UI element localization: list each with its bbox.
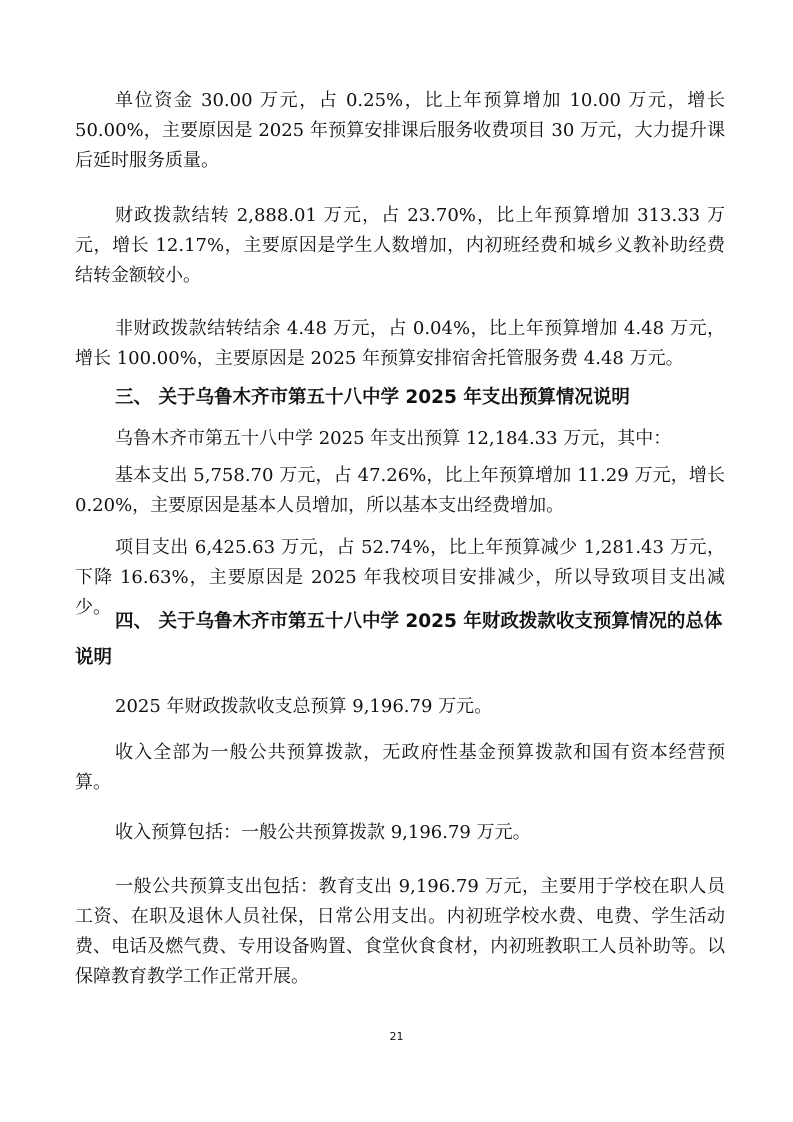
paragraph-expenditure-total: 乌鲁木齐市第五十八中学 2025 年支出预算 12,184.33 万元，其中：	[115, 428, 672, 449]
paragraph-income-budget: 收入预算包括：一般公共预算拨款 9,196.79 万元。	[115, 822, 531, 843]
paragraph-fiscal-carryover: 财政拨款结转 2,888.01 万元，占 23.70%，比上年预算增加 313.33 万元，增长 12.17%，主要原因是学生人数增加，内初班经费和城乡义教补助经费结转金额较小。	[75, 205, 725, 286]
paragraph-project-expenditure: 项目支出 6,425.63 万元，占 52.74%，比上年预算减少 1,281.43 万元，下降 16.63%，主要原因是 2025 年我校项目安排减少，所以导致项目支出减少。	[75, 537, 725, 618]
paragraph-basic-expenditure: 基本支出 5,758.70 万元，占 47.26%，比上年预算增加 11.29 万元，增长 0.20%，主要原因是基本人员增加，所以基本支出经费增加。	[75, 465, 725, 516]
paragraph-fiscal-total: 2025 年财政拨款收支总预算 9,196.79 万元。	[115, 696, 493, 717]
section-heading-expenditure: 三、 关于乌鲁木齐市第五十八中学 2025 年支出预算情况说明	[115, 387, 630, 408]
paragraph-non-fiscal-carryover: 非财政拨款结转结余 4.48 万元，占 0.04%，比上年预算增加 4.48 万元，增长 100.00%，主要原因是 2025 年预算安排宿舍托管服务费 4.48 万元。	[75, 318, 725, 369]
paragraph-general-expenditure: 一般公共预算支出包括：教育支出 9,196.79 万元，主要用于学校在职人员工资、在职及退休人员社保，日常公用支出。内初班学校水费、电费、学生活动费、电话及燃气费、专用设备购置、食堂伙食食材，内初班教职工人员补助等。以保障教育教学工作正常开展。	[75, 876, 725, 987]
page-number: 21	[389, 1030, 404, 1043]
paragraph-unit-funds: 单位资金 30.00 万元，占 0.25%，比上年预算增加 10.00 万元，增长 50.00%，主要原因是 2025 年预算安排课后服务收费项目 30 万元，大力提升课后延时服务质量。	[75, 90, 725, 171]
section-heading-fiscal-budget: 四、 关于乌鲁木齐市第五十八中学 2025 年财政拨款收支预算情况的总体说明	[75, 611, 723, 668]
paragraph-income-source: 收入全部为一般公共预算拨款，无政府性基金预算拨款和国有资本经营预算。	[75, 742, 725, 793]
